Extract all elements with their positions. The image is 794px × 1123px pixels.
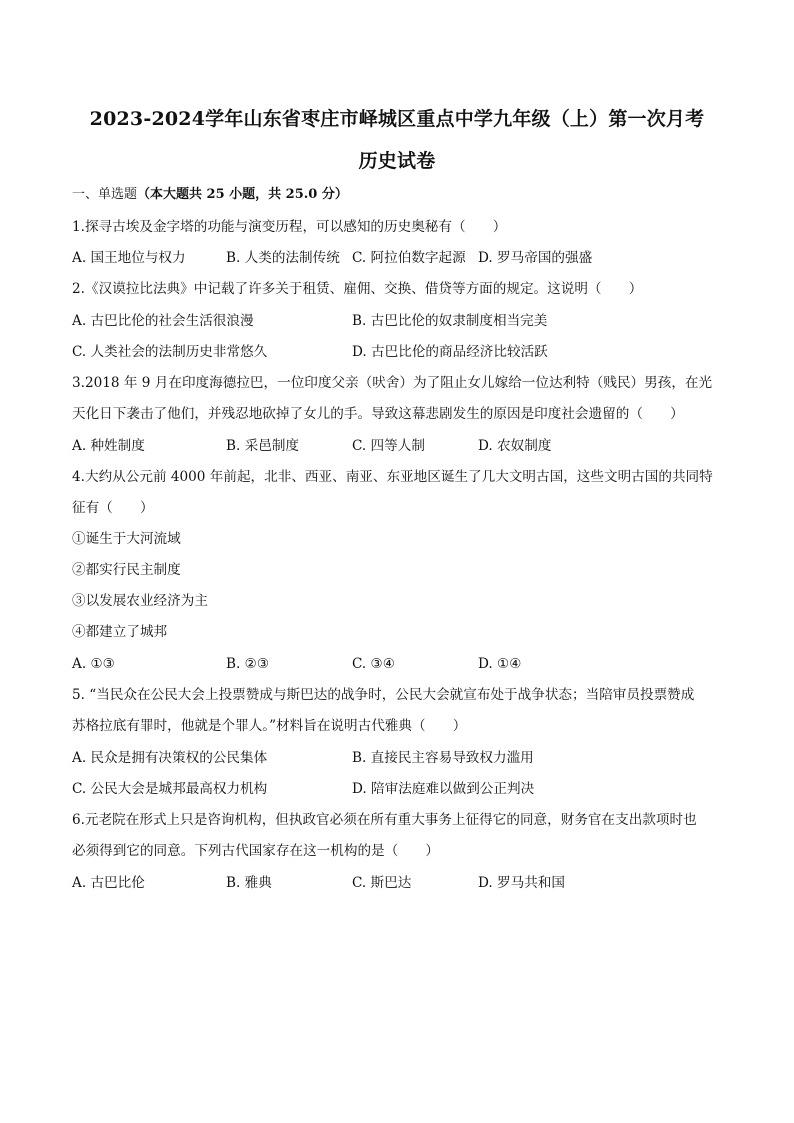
question-6-stem-line-2: 必须得到它的同意。下列古代国家存在这一机构的是（ ）: [72, 843, 440, 859]
question-3-option-c: C. 四等人制: [352, 438, 425, 454]
question-4-stem-line-1: 4.大约从公元前 4000 年前起，北非、西亚、南亚、东亚地区诞生了几大文明古国，这些文明古国的共同特: [72, 469, 713, 485]
question-3-stem-line-2: 天化日下袭击了他们，并残忍地砍掉了女儿的手。导致这幕悲剧发生的原因是印度社会遗留的（ ）: [72, 406, 684, 422]
question-4-statement-3: ③以发展农业经济为主: [72, 593, 208, 609]
question-3-option-a: A. 种姓制度: [72, 438, 145, 454]
question-2-option-d: D. 古巴比伦的商品经济比较活跃: [352, 344, 548, 360]
question-6-option-b: B. 雅典: [226, 875, 272, 891]
question-1-option-b: B. 人类的法制传统: [226, 250, 340, 266]
question-1-option-a: A. 国王地位与权力: [72, 250, 186, 266]
question-4-stem-line-2: 征有（ ）: [72, 500, 154, 516]
question-4-statement-4: ④都建立了城邦: [72, 624, 168, 640]
question-4-option-c: C. ③④: [352, 656, 395, 672]
section-label: 一、单选题: [72, 187, 138, 202]
question-2-stem: 2.《汉谟拉比法典》中记载了许多关于租赁、雇佣、交换、借贷等方面的规定。这说明（ ）: [72, 281, 643, 297]
section-info: （本大题共 25 小题，共 25.0 分）: [137, 187, 348, 202]
question-1-option-c: C. 阿拉伯数字起源: [352, 250, 466, 266]
question-2-option-c: C. 人类社会的法制历史非常悠久: [72, 344, 268, 360]
question-4-option-d: D. ①④: [478, 656, 522, 672]
question-6-option-c: C. 斯巴达: [352, 875, 412, 891]
question-1-option-d: D. 罗马帝国的强盛: [478, 250, 593, 266]
question-4-option-a: A. ①③: [72, 656, 115, 672]
exam-title: 2023-2024学年山东省枣庄市峄城区重点中学九年级（上）第一次月考: [89, 108, 705, 130]
question-4-option-b: B. ②③: [226, 656, 270, 672]
question-4-statement-2: ②都实行民主制度: [72, 562, 181, 578]
question-2-option-a: A. 古巴比伦的社会生活很浪漫: [72, 313, 254, 329]
question-5-option-c: C. 公民大会是城邦最高权力机构: [72, 781, 268, 797]
question-3-option-b: B. 采邑制度: [226, 438, 300, 454]
question-4-statement-1: ①诞生于大河流域: [72, 531, 181, 547]
question-6-option-d: D. 罗马共和国: [478, 875, 566, 891]
question-3-option-d: D. 农奴制度: [478, 438, 552, 454]
question-5-option-b: B. 直接民主容易导致权力滥用: [352, 750, 534, 766]
question-5-stem-line-2: 苏格拉底有罪时，他就是个罪人。”材料旨在说明古代雅典（ ）: [72, 718, 467, 734]
exam-subtitle: 历史试卷: [358, 150, 436, 172]
question-5-option-a: A. 民众是拥有决策权的公民集体: [72, 750, 268, 766]
question-2-option-b: B. 古巴比伦的奴隶制度相当完美: [352, 313, 548, 329]
question-5-option-d: D. 陪审法庭难以做到公正判决: [352, 781, 535, 797]
question-3-stem-line-1: 3.2018 年 9 月在印度海德拉巴，一位印度父亲（吠舍）为了阻止女儿嫁给一位达利特（贱民）男孩，在光: [72, 375, 713, 391]
question-1-stem: 1.探寻古埃及金字塔的功能与演变历程，可以感知的历史奥秘有（ ）: [72, 219, 507, 235]
question-6-option-a: A. 古巴比伦: [72, 875, 145, 891]
question-5-stem-line-1: 5. “当民众在公民大会上投票赞成与斯巴达的战争时，公民大会就宣布处于战争状态；当陪审员投票赞成: [72, 687, 695, 703]
question-6-stem-line-1: 6.元老院在形式上只是咨询机构，但执政官必须在所有重大事务上征得它的同意，财务官在支出款项时也: [72, 812, 697, 828]
section-heading: [72, 186, 732, 204]
